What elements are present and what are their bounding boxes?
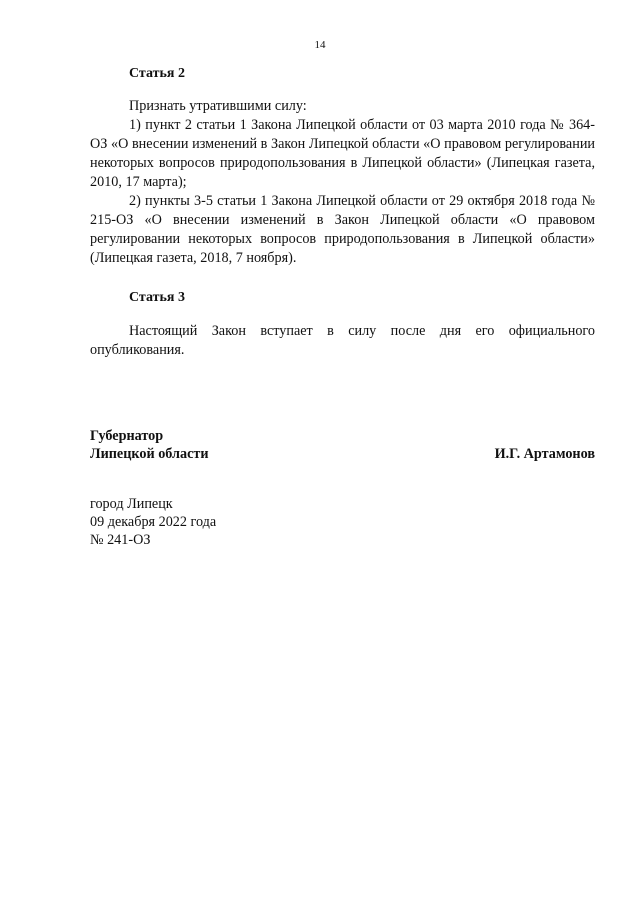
footer-date: 09 декабря 2022 года [90,514,217,530]
article-3-title: Статья 3 [129,290,185,305]
article-2-body [90,97,595,268]
signatory-name: И.Г. Артамонов [494,446,595,462]
article-3-text: Настоящий Закон вступает в силу после дня его официального опубликования. [90,323,595,358]
document-footer [90,495,216,549]
article-2-item-1: 1) пункт 2 статьи 1 Закона Липецкой области от 03 марта 2010 года № 364-ОЗ «О внесении изменений в Закон Липецкой области «О правовом регулировании некоторых вопросов природопользования в Липецкой области» (Липецкая газета, 2010, 17 марта); [90,117,595,190]
article-2-item-2: 2) пункты 3-5 статьи 1 Закона Липецкой области от 29 октября 2018 года № 215-ОЗ «О внесении изменений в Закон Липецкой области «О правовом регулировании некоторых вопросов природопользования в Липецкой области» (Липецкая газета, 2018, 7 ноября). [90,193,595,266]
signature-row [90,445,595,463]
footer-number: № 241-ОЗ [90,532,151,548]
signature-position-line-2: Липецкой области [90,446,209,462]
signature-position-line-1: Губернатор [90,428,164,444]
article-2-intro: Признать утратившими силу: [129,98,307,114]
page-number: 14 [314,39,326,51]
article-3-body [90,322,595,360]
article-2-title: Статья 2 [129,66,185,81]
footer-city: город Липецк [90,496,173,512]
signature-block [90,427,595,463]
